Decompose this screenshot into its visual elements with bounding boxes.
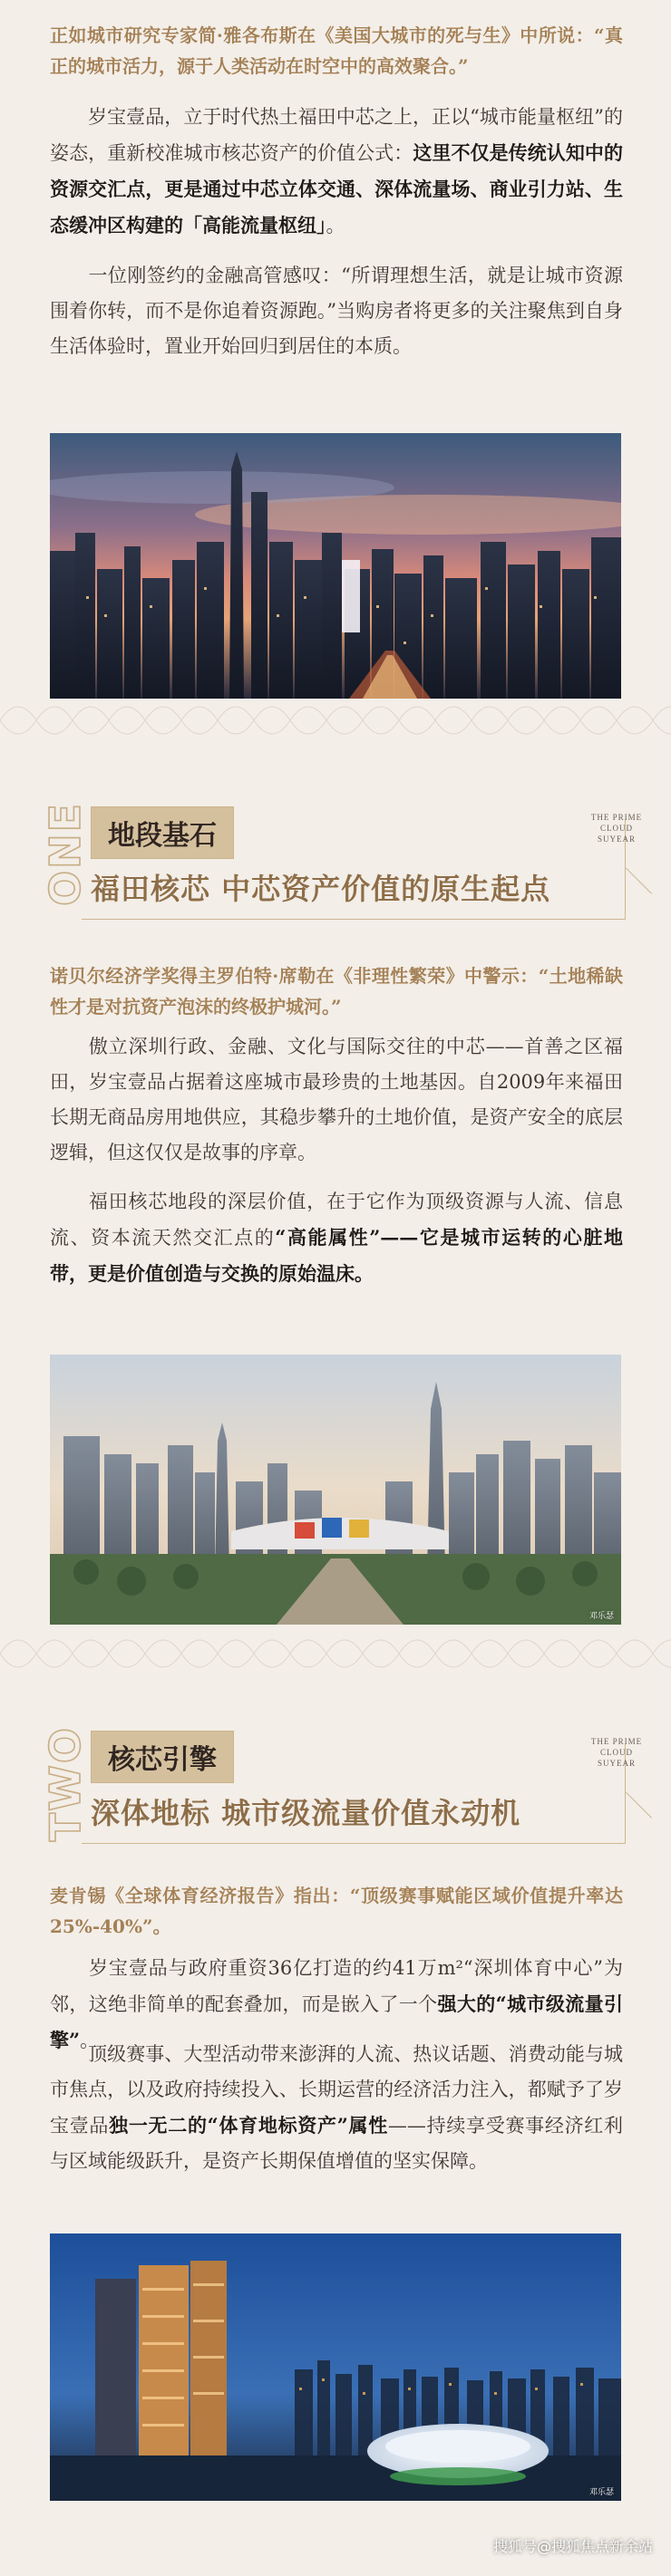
- section-one-tag: 地段基石: [91, 806, 234, 859]
- intro-p1-text: 岁宝壹品，立于时代热土福田中芯之上，正以“城市能量枢纽”的姿态，重新校准城市核芯资产的价值公式：: [50, 106, 623, 164]
- section-two-paragraph-2: [50, 2037, 623, 2179]
- section-two-subtitle: 深体地标 城市级流量价值永动机: [91, 1796, 521, 1830]
- photo-credit-1: 邓乐瑟: [588, 1612, 614, 1621]
- section-two-p2-text: 顶级赛事、大型活动带来澎湃的人流、热议话题、消费动能与城市焦点，以及政府持续投入、长期运营的经济活力注入，都赋予了岁宝壹品: [50, 2043, 623, 2137]
- intro-p1-end: 。: [326, 215, 345, 236]
- section-one-brand: THE PRIME CLOUD SUYEAR: [590, 813, 643, 844]
- section-one-subtitle: 福田核芯 中芯资产价值的原生起点: [91, 872, 551, 906]
- photo-sunset-skyline: [50, 433, 621, 699]
- section-one-quote: 诺贝尔经济学奖得主罗伯特·席勒在《非理性繁荣》中警示：“土地稀缺性才是对抗资产泡沫的终极护城河。”: [50, 965, 623, 1018]
- lattice-divider: [0, 689, 671, 752]
- section-two-tag: 核芯引擎: [91, 1731, 234, 1783]
- section-one-paragraph-1: [50, 1029, 623, 1171]
- site-watermark: 搜狐号@搜狐焦点新余站: [492, 2538, 653, 2555]
- intro-p2-text: 一位刚签约的金融高管感叹：“所谓理想生活，就是让城市资源围着你转，而不是你追着资源跑。”当购房者将更多的关注聚焦到自身生活体验时，置业开始回归到居住的本质。: [50, 265, 623, 357]
- lattice-divider: [0, 1622, 671, 1685]
- photo-futian-civic-center: [50, 1355, 621, 1625]
- section-two-brand: THE PRIME CLOUD SUYEAR: [590, 1737, 643, 1768]
- section-one-p2-bold: “高能属性”——它是城市运转的心脏地带，更是价值创造与交换的原始温床。: [50, 1226, 623, 1285]
- section-two-p2-bold: 独一无二的“体育地标资产”属性: [109, 2114, 388, 2137]
- section-one-p1-text: 傲立深圳行政、金融、文化与国际交往的中芯——首善之区福田，岁宝壹品占据着这座城市最珍贵的土地基因。自2009年来福田长期无商品房用地供应，其稳步攀升的土地价值，是资产安全的底层逻辑，但这仅仅是故事的序章。: [50, 1036, 623, 1163]
- section-two-p1-text: 岁宝壹品与政府重资36亿打造的约41万m²“深圳体育中心”为邻，这绝非简单的配套叠加，而是嵌入了一个: [50, 1957, 623, 2015]
- section-two-letter: TWO: [41, 1726, 90, 1842]
- section-two-p1-end: 。: [80, 2030, 100, 2051]
- section-two-p2-text-end: ——持续享受赛事经济红利与区域能级跃升，是资产长期保值增值的坚实保障。: [50, 2115, 623, 2172]
- section-one-letter: ONE: [41, 802, 90, 907]
- intro-paragraph-2: [50, 258, 623, 364]
- intro-paragraph-1: [50, 100, 623, 244]
- section-two-quote: 麦肯锡《全球体育经济报告》指出：“顶级赛事赋能区域价值提升率达25%-40%”。: [50, 1885, 623, 1937]
- section-two-p1-bold: 强大的“城市级流量引擎”: [50, 1992, 623, 2051]
- section-one-p2-text: 福田核芯地段的深层价值，在于它作为顶级资源与人流、信息流、资本流天然交汇点的: [50, 1191, 623, 1249]
- section-one-paragraph-2: [50, 1184, 623, 1292]
- photo-credit-2: 邓乐瑟: [588, 2488, 614, 2497]
- photo-sports-center-night: [50, 2233, 621, 2501]
- intro-p1-bold: 这里不仅是传统认知中的资源交汇点，更是通过中芯立体交通、深体流量场、商业引力站、生态缓冲区构建的「高能流量枢纽」: [50, 141, 624, 236]
- intro-quote: 正如城市研究专家简·雅各布斯在《美国大城市的死与生》中所说：“真正的城市活力，源于人类活动在时空中的高效聚合。”: [50, 24, 623, 77]
